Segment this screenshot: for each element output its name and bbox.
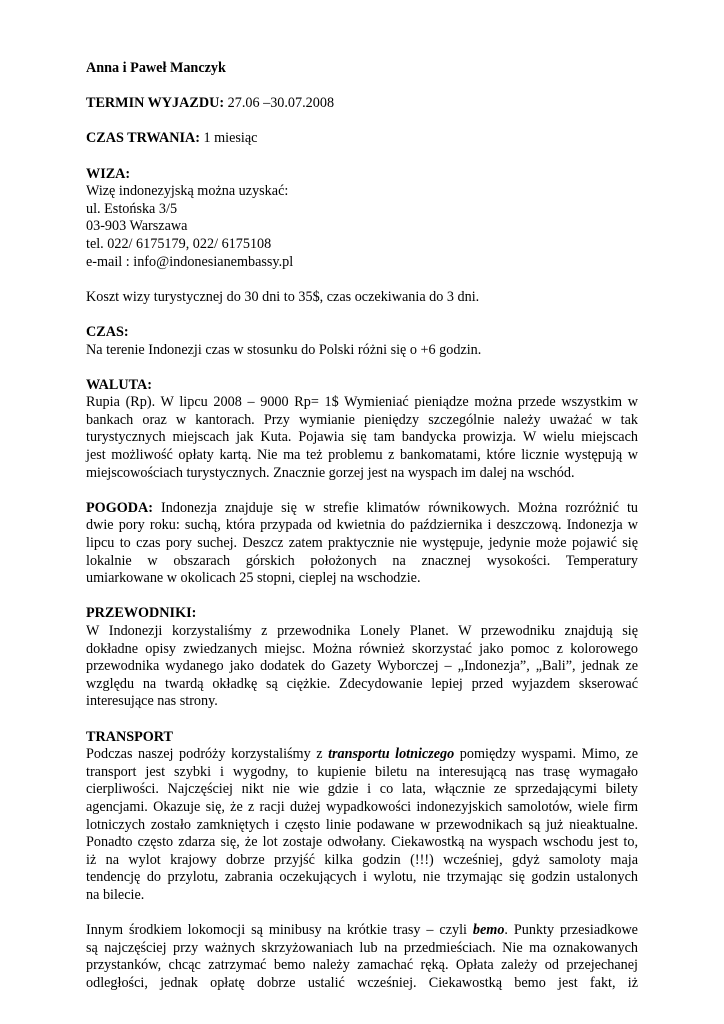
guidebooks-heading: PRZEWODNIKI: bbox=[86, 605, 197, 622]
transport-line: cierpliwości. Najczęściej nikt nie wie gdzie i co lata, włącznie ze sprzedającymi bilety bbox=[86, 781, 638, 798]
travel-dates-label: TERMIN WYJAZDU: bbox=[86, 95, 225, 112]
visa-line: tel. 022/ 6175179, 022/ 6175108 bbox=[86, 235, 272, 252]
currency-line: Rupia (Rp). W lipcu 2008 – 9000 Rp= 1$ Wymieniać pieniądze można przede wszystkim w bbox=[86, 394, 638, 411]
weather-line: umiarkowane w okolicach 25 stopni, cieplej na wschodzie. bbox=[86, 570, 421, 587]
weather-section bbox=[86, 500, 638, 588]
weather-first-text: Indonezja znajduje się w strefie klimatów równikowych. Można rozróżnić tu bbox=[153, 499, 638, 516]
transport-air-term: transportu lotniczego bbox=[328, 746, 455, 763]
author-line bbox=[86, 60, 638, 78]
bemo-first-post: . Punkty przesiadkowe bbox=[504, 922, 638, 939]
guidebooks-line: interesujące nas strony. bbox=[86, 693, 218, 710]
currency-line: turystycznych miejscach jak Kuta. Pojawia się tam bandycka prowizja. W wielu miejscach bbox=[86, 429, 638, 446]
transport-section bbox=[86, 729, 638, 905]
weather-heading: POGODA: bbox=[86, 499, 153, 516]
bemo-first-pre: Innym środkiem lokomocji są minibusy na krótkie trasy – czyli bbox=[86, 922, 473, 939]
time-text: Na terenie Indonezji czas w stosunku do Polski różni się o +6 godzin. bbox=[86, 341, 482, 358]
transport-line: Ponadto często zdarza się, że lot zostaje odwołany. Ciekawostką na wyspach wschodu jest to, bbox=[86, 834, 638, 851]
bemo-line: odległości, jednak opłatę dobrze ustalić wcześniej. Ciekawostką bemo jest fakt, iż bbox=[86, 974, 638, 991]
bemo-term: bemo bbox=[472, 922, 505, 939]
time-heading: CZAS: bbox=[86, 323, 129, 340]
guidebooks-section bbox=[86, 605, 638, 711]
transport-line: agencjami. Okazuje się, że z racji dużej wypadkowości indonezyjskich samolotów, wiele firm bbox=[86, 798, 638, 815]
transport-line: transport jest szybki i wygodny, to kupienie biletu na interesującą nas trasę wymagało bbox=[86, 763, 638, 780]
visa-section bbox=[86, 166, 638, 272]
transport-first-post: pomiędzy wyspami. Mimo, ze bbox=[454, 746, 638, 763]
trip-duration-label: CZAS TRWANIA: bbox=[86, 130, 200, 147]
currency-line: bankach oraz w kantorach. Przy wymianie pieniędzy szczególnie należy uważać w tak bbox=[86, 411, 638, 428]
trip-duration-value: 1 miesiąc bbox=[199, 130, 258, 147]
author-name: Anna i Paweł Manczyk bbox=[86, 60, 226, 76]
transport-first-pre: Podczas naszej podróży korzystaliśmy z bbox=[86, 746, 329, 763]
bemo-paragraph bbox=[86, 922, 638, 992]
currency-line: miejscowościach turystycznych. Znacznie gorzej jest na wyspach im dalej na wschód. bbox=[86, 464, 575, 481]
transport-line: na bilecie. bbox=[86, 886, 145, 903]
visa-line: e-mail : info@indonesianembassy.pl bbox=[86, 253, 294, 270]
bemo-first-line bbox=[86, 922, 638, 940]
weather-line: lokalnie w obszarach górskich położonych na znacznej wysokości. Temperatury bbox=[86, 552, 638, 569]
visa-line: Wizę indonezyjską można uzyskać: bbox=[86, 183, 289, 200]
travel-dates bbox=[86, 95, 638, 113]
currency-section bbox=[86, 377, 638, 483]
weather-line: lipcu to czas pory suchej. Deszcz zatem praktycznie nie występuje, jedynie może pojawić się bbox=[86, 535, 638, 552]
visa-line: ul. Estońska 3/5 bbox=[86, 200, 178, 217]
transport-heading: TRANSPORT bbox=[86, 728, 174, 745]
guidebooks-line: dokładne opisy zwiedzanych miejsc. Można również skorzystać jako pomoc z kolorowego bbox=[86, 640, 638, 657]
transport-first-line bbox=[86, 746, 638, 764]
guidebooks-line: przewodnika wydanego jako dodatek do Gazety Wyborczej – „Indonezja”, „Bali”, jednak ze bbox=[86, 658, 638, 675]
weather-line: dwie pory roku: suchą, która przypada od kwietnia do października i deszczową. Indonezja w bbox=[86, 517, 638, 534]
currency-line: jest możliwość opłaty kartą. Nie ma też problemu z bankomatami, które licznie występują w bbox=[86, 447, 638, 464]
bemo-line: przystanków, chcąc zatrzymać bemo należy zamachać ręką. Opłata zależy od przejechanej bbox=[86, 957, 638, 974]
time-section bbox=[86, 324, 638, 359]
visa-line: 03-903 Warszawa bbox=[86, 218, 188, 235]
bemo-line: są najczęściej przy ważnych skrzyżowaniach lub na przedmieściach. Nie ma oznakowanych bbox=[86, 939, 638, 956]
trip-duration bbox=[86, 130, 638, 148]
visa-cost: Koszt wizy turystycznej do 30 dni to 35$, czas oczekiwania do 3 dni. bbox=[86, 288, 480, 305]
document-page bbox=[86, 60, 638, 992]
guidebooks-line: W Indonezji korzystaliśmy z przewodnika Lonely Planet. W przewodniku znajdują się bbox=[86, 623, 638, 639]
transport-line: tendencję do przylotu, zabrania oczekujących i wylotu, nie trzymając się godzin ustalonych bbox=[86, 869, 638, 886]
visa-heading: WIZA: bbox=[86, 165, 131, 182]
transport-line: lotniczych zostało zamkniętych i często linie podawane w przewodnikach są już nieaktualne. bbox=[86, 816, 638, 833]
guidebooks-line: względu na twardą okładkę są ciężkie. Zdecydowanie lepiej przed wyjazdem skserować bbox=[86, 675, 638, 692]
transport-line: iż na wylot krajowy dobrze przyjść kilka godzin (!!!) wcześniej, gdyż samoloty maja bbox=[86, 851, 638, 868]
travel-dates-value: 27.06 –30.07.2008 bbox=[224, 95, 335, 112]
weather-first-line bbox=[86, 500, 638, 518]
currency-heading: WALUTA: bbox=[86, 376, 152, 393]
